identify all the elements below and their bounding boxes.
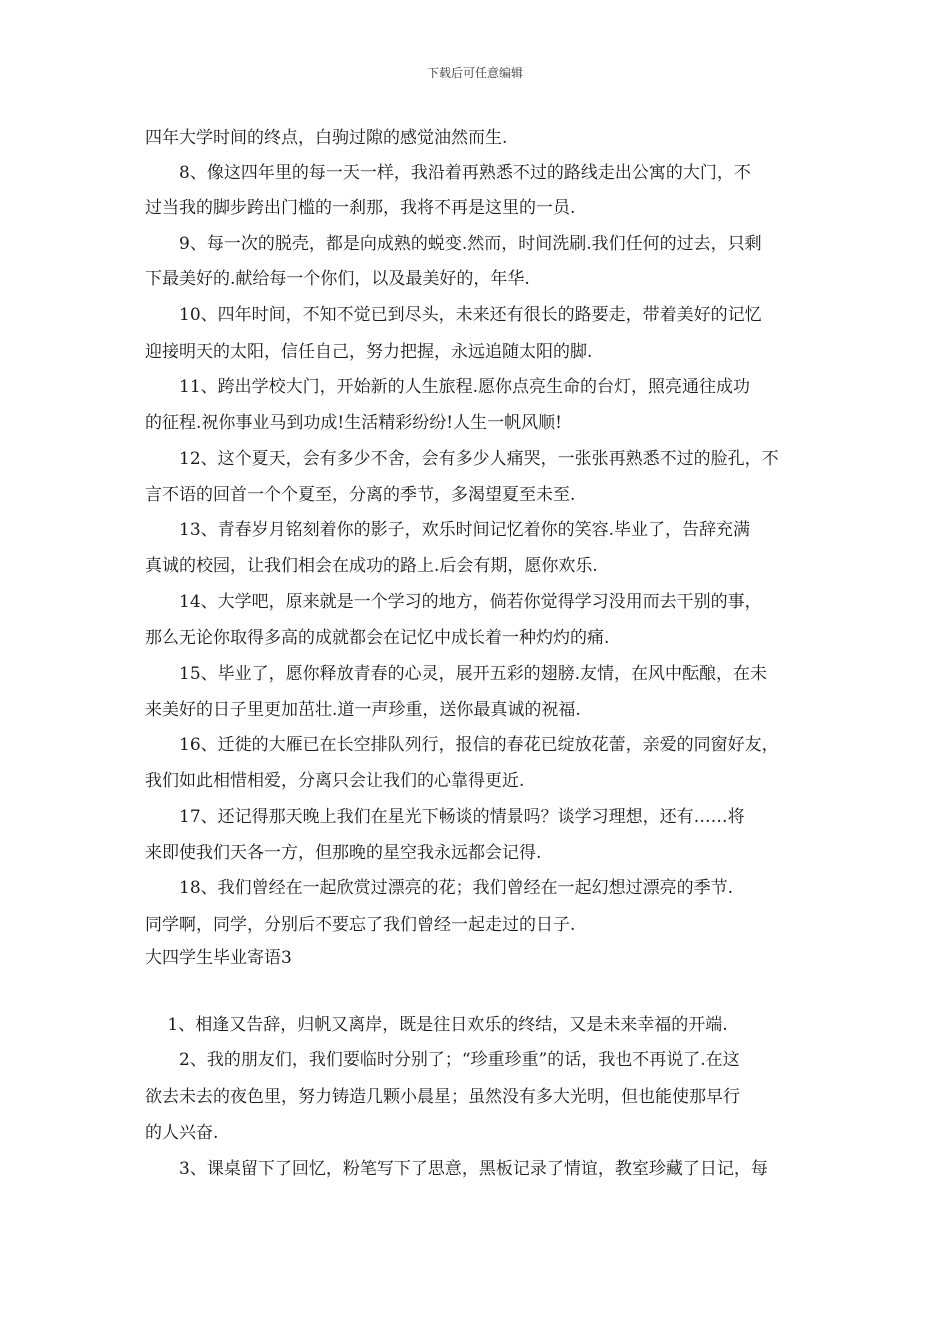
text-line: 欲去未去的夜色里，努力铸造几颗小晨星；虽然没有多大光明，但也能使那早行 — [145, 1087, 740, 1107]
text-line: 16、迁徙的大雁已在长空排队列行，报信的春花已绽放花蕾，亲爱的同窗好友， — [145, 735, 779, 755]
text-line: 来美好的日子里更加茁壮.道一声珍重，送你最真诚的祝福. — [145, 700, 581, 720]
text-line: 四年大学时间的终点，白驹过隙的感觉油然而生. — [145, 128, 508, 148]
text-line: 言不语的回首一个个夏至，分离的季节，多渴望夏至未至. — [145, 485, 576, 505]
section-heading: 大四学生毕业寄语3 — [145, 948, 292, 968]
text-line: 2、我的朋友们，我们要临时分别了；“珍重珍重”的话，我也不再说了.在这 — [145, 1050, 740, 1070]
text-line: 过当我的脚步跨出门槛的一刹那，我将不再是这里的一员. — [145, 198, 576, 218]
text-line: 11、跨出学校大门，开始新的人生旅程.愿你点亮生命的台灯，照亮通往成功 — [145, 377, 751, 397]
text-line: 1、相逢又告辞，归帆又离岸，既是往日欢乐的终结，又是未来幸福的开端. — [145, 1015, 728, 1035]
text-line: 12、这个夏天，会有多少不舍，会有多少人痛哭，一张张再熟悉不过的脸孔，不 — [145, 449, 779, 469]
text-line: 那么无论你取得多高的成就都会在记忆中成长着一种灼灼的痛. — [145, 628, 610, 648]
text-line: 18、我们曾经在一起欣赏过漂亮的花；我们曾经在一起幻想过漂亮的季节. — [145, 878, 734, 898]
text-line: 迎接明天的太阳，信任自己，努力把握，永远追随太阳的脚. — [145, 342, 593, 362]
text-line: 我们如此相惜相爱，分离只会让我们的心靠得更近. — [145, 771, 525, 791]
text-line: 来即使我们天各一方，但那晚的星空我永远都会记得. — [145, 843, 542, 863]
text-line: 10、四年时间，不知不觉已到尽头，未来还有很长的路要走，带着美好的记忆 — [145, 305, 762, 325]
text-line: 3、课桌留下了回忆，粉笔写下了思意，黑板记录了情谊，教室珍藏了日记，每 — [145, 1159, 768, 1179]
page-header: 下载后可任意编辑 — [426, 66, 523, 80]
text-line: 的人兴奋. — [145, 1123, 219, 1143]
text-line: 13、青春岁月铭刻着你的影子，欢乐时间记忆着你的笑容.毕业了，告辞充满 — [145, 520, 751, 540]
text-line: 同学啊，同学，分别后不要忘了我们曾经一起走过的日子. — [145, 915, 576, 935]
text-line: 真诚的校园，让我们相会在成功的路上.后会有期，愿你欢乐. — [145, 556, 598, 576]
text-line: 9、每一次的脱壳，都是向成熟的蜕变.然而，时间洗刷.我们任何的过去，只剩 — [145, 234, 762, 254]
text-line: 8、像这四年里的每一天一样，我沿着再熟悉不过的路线走出公寓的大门，不 — [145, 163, 751, 183]
text-line: 14、大学吧，原来就是一个学习的地方，倘若你觉得学习没用而去干别的事， — [145, 592, 762, 612]
text-line: 15、毕业了，愿你释放青春的心灵，展开五彩的翅膀.友情，在风中酝酿，在未 — [145, 664, 768, 684]
text-line: 的征程.祝你事业马到功成!生活精彩纷纷!人生一帆风顺! — [145, 413, 562, 433]
text-line: 下最美好的.献给每一个你们，以及最美好的，年华. — [145, 269, 530, 289]
text-line: 17、还记得那天晚上我们在星光下畅谈的情景吗？谈学习理想，还有……将 — [145, 807, 745, 827]
